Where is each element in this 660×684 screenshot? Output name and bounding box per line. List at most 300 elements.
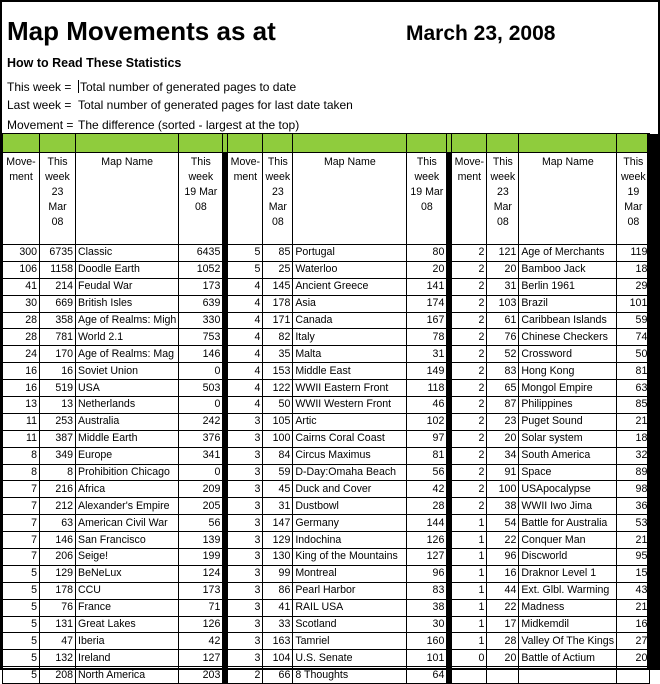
this-week-cell: 45 bbox=[263, 481, 293, 498]
map-name-cell: France bbox=[76, 599, 179, 616]
movement-cell: 7 bbox=[3, 498, 40, 515]
movement-cell: 1 bbox=[452, 565, 487, 582]
movement-cell: 2 bbox=[452, 413, 487, 430]
map-name-cell: North America bbox=[76, 667, 179, 684]
last-week-cell: 63 bbox=[617, 380, 650, 397]
this-week-cell: 20 bbox=[487, 650, 519, 667]
movement-cell: 2 bbox=[452, 464, 487, 481]
movement-cell: 300 bbox=[3, 245, 40, 262]
last-week-cell: 50 bbox=[617, 346, 650, 363]
this-week-cell: 54 bbox=[487, 515, 519, 532]
map-name-cell: Age of Merchants bbox=[519, 245, 617, 262]
this-week-cell: 178 bbox=[40, 582, 76, 599]
last-week-cell: 80 bbox=[407, 245, 447, 262]
this-week-cell: 50 bbox=[263, 397, 293, 414]
last-week-cell: 174 bbox=[407, 295, 447, 312]
map-name-cell: Age of Realms: Mag bbox=[76, 346, 179, 363]
movement-cell: 1 bbox=[452, 515, 487, 532]
movement-cell: 28 bbox=[3, 329, 40, 346]
this-week-cell: 100 bbox=[487, 481, 519, 498]
movement-cell: 3 bbox=[228, 599, 263, 616]
this-week-cell: 84 bbox=[263, 447, 293, 464]
movement-cell: 2 bbox=[452, 380, 487, 397]
map-name-cell bbox=[519, 667, 617, 684]
table-row bbox=[3, 549, 650, 566]
last-week-cell: 330 bbox=[179, 312, 223, 329]
map-name-cell: Iberia bbox=[76, 633, 179, 650]
this-week-cell: 103 bbox=[487, 295, 519, 312]
this-week-cell: 171 bbox=[263, 312, 293, 329]
last-week-cell: 42 bbox=[179, 633, 223, 650]
movement-cell: 3 bbox=[228, 582, 263, 599]
movement-cell: 2 bbox=[452, 363, 487, 380]
this-week-cell: 100 bbox=[263, 430, 293, 447]
this-week-cell: 66 bbox=[263, 667, 293, 684]
col-header-last-week: This week 19 Mar 08 bbox=[617, 153, 650, 245]
last-week-cell: 29 bbox=[617, 278, 650, 295]
movement-cell: 5 bbox=[3, 599, 40, 616]
this-week-cell: 208 bbox=[40, 667, 76, 684]
movement-cell: 2 bbox=[228, 667, 263, 684]
movement-cell: 1 bbox=[452, 549, 487, 566]
map-name-cell: RAIL USA bbox=[293, 599, 407, 616]
this-week-cell: 34 bbox=[487, 447, 519, 464]
this-week-cell: 214 bbox=[40, 278, 76, 295]
last-week-cell: 56 bbox=[407, 464, 447, 481]
last-week-cell: 53 bbox=[617, 515, 650, 532]
movement-cell: 7 bbox=[3, 481, 40, 498]
last-week-cell: 149 bbox=[407, 363, 447, 380]
movement-cell: 2 bbox=[452, 430, 487, 447]
map-name-cell: Malta bbox=[293, 346, 407, 363]
this-week-cell: 104 bbox=[263, 650, 293, 667]
this-week-cell: 17 bbox=[487, 616, 519, 633]
last-week-cell: 81 bbox=[407, 447, 447, 464]
movement-cell: 2 bbox=[452, 261, 487, 278]
map-name-cell: Prohibition Chicago bbox=[76, 464, 179, 481]
movement-cell: 8 bbox=[3, 464, 40, 481]
map-name-cell: British Isles bbox=[76, 295, 179, 312]
this-week-cell: 206 bbox=[40, 549, 76, 566]
legend-label: This week = bbox=[7, 80, 72, 94]
this-week-cell: 129 bbox=[263, 532, 293, 549]
map-name-cell: Battle for Australia bbox=[519, 515, 617, 532]
movement-cell: 2 bbox=[452, 447, 487, 464]
this-week-cell: 59 bbox=[263, 464, 293, 481]
col-header-map-name: Map Name bbox=[293, 153, 407, 245]
last-week-cell: 101 bbox=[407, 650, 447, 667]
movement-cell: 4 bbox=[228, 346, 263, 363]
this-week-cell: 99 bbox=[263, 565, 293, 582]
map-name-cell: Battle of Actium bbox=[519, 650, 617, 667]
last-week-cell: 0 bbox=[179, 397, 223, 414]
map-name-cell: USApocalypse bbox=[519, 481, 617, 498]
this-week-cell: 146 bbox=[40, 532, 76, 549]
this-week-cell bbox=[487, 667, 519, 684]
last-week-cell: 139 bbox=[179, 532, 223, 549]
this-week-cell: 105 bbox=[263, 413, 293, 430]
map-name-cell: Great Lakes bbox=[76, 616, 179, 633]
this-week-cell: 22 bbox=[487, 599, 519, 616]
table-row bbox=[3, 616, 650, 633]
map-name-cell: D-Day:Omaha Beach bbox=[293, 464, 407, 481]
last-week-cell: 78 bbox=[407, 329, 447, 346]
this-week-cell: 31 bbox=[263, 498, 293, 515]
movement-cell: 7 bbox=[3, 515, 40, 532]
this-week-cell: 44 bbox=[487, 582, 519, 599]
last-week-cell: 144 bbox=[407, 515, 447, 532]
map-name-cell: Europe bbox=[76, 447, 179, 464]
map-name-cell: Duck and Cover bbox=[293, 481, 407, 498]
this-week-cell: 61 bbox=[487, 312, 519, 329]
col-header-this-week: This week 23 Mar 08 bbox=[40, 153, 76, 245]
map-name-cell: WWII Iwo Jima bbox=[519, 498, 617, 515]
map-name-cell: Netherlands bbox=[76, 397, 179, 414]
movement-cell: 5 bbox=[3, 667, 40, 684]
map-name-cell: Germany bbox=[293, 515, 407, 532]
this-week-cell: 87 bbox=[487, 397, 519, 414]
movement-cell: 16 bbox=[3, 363, 40, 380]
this-week-cell: 781 bbox=[40, 329, 76, 346]
this-week-cell: 253 bbox=[40, 413, 76, 430]
map-name-cell: Asia bbox=[293, 295, 407, 312]
movement-cell: 5 bbox=[228, 245, 263, 262]
legend-this-week bbox=[7, 80, 296, 94]
map-name-cell: King of the Mountains bbox=[293, 549, 407, 566]
movement-cell: 11 bbox=[3, 430, 40, 447]
table-row bbox=[3, 295, 650, 312]
movement-cell: 3 bbox=[228, 464, 263, 481]
movement-cell: 5 bbox=[3, 633, 40, 650]
movement-cell: 2 bbox=[452, 312, 487, 329]
map-name-cell: South America bbox=[519, 447, 617, 464]
last-week-cell: 101 bbox=[617, 295, 650, 312]
last-week-cell: 18 bbox=[617, 430, 650, 447]
movement-cell bbox=[452, 667, 487, 684]
right-edge-bar bbox=[647, 134, 658, 668]
last-week-cell: 242 bbox=[179, 413, 223, 430]
last-week-cell: 205 bbox=[179, 498, 223, 515]
table-row bbox=[3, 667, 650, 684]
this-week-cell: 216 bbox=[40, 481, 76, 498]
movement-cell: 7 bbox=[3, 549, 40, 566]
map-name-cell: Ireland bbox=[76, 650, 179, 667]
last-week-cell: 85 bbox=[617, 397, 650, 414]
map-name-cell: Waterloo bbox=[293, 261, 407, 278]
this-week-cell: 31 bbox=[487, 278, 519, 295]
map-name-cell: Crossword bbox=[519, 346, 617, 363]
this-week-cell: 131 bbox=[40, 616, 76, 633]
this-week-cell: 63 bbox=[40, 515, 76, 532]
last-week-cell: 64 bbox=[407, 667, 447, 684]
this-week-cell: 23 bbox=[487, 413, 519, 430]
movement-cell: 2 bbox=[452, 346, 487, 363]
last-week-cell: 16 bbox=[617, 616, 650, 633]
last-week-cell: 95 bbox=[617, 549, 650, 566]
movement-cell: 3 bbox=[228, 481, 263, 498]
last-week-cell: 18 bbox=[617, 261, 650, 278]
map-name-cell: Hong Kong bbox=[519, 363, 617, 380]
last-week-cell: 46 bbox=[407, 397, 447, 414]
last-week-cell: 376 bbox=[179, 430, 223, 447]
this-week-cell: 86 bbox=[263, 582, 293, 599]
map-name-cell: Seige! bbox=[76, 549, 179, 566]
last-week-cell: 124 bbox=[179, 565, 223, 582]
map-name-cell: Montreal bbox=[293, 565, 407, 582]
last-week-cell: 31 bbox=[407, 346, 447, 363]
movement-cell: 2 bbox=[452, 278, 487, 295]
last-week-cell: 173 bbox=[179, 582, 223, 599]
this-week-cell: 8 bbox=[40, 464, 76, 481]
this-week-cell: 669 bbox=[40, 295, 76, 312]
movement-cell: 1 bbox=[452, 532, 487, 549]
table-row bbox=[3, 413, 650, 430]
last-week-cell: 43 bbox=[617, 582, 650, 599]
map-name-cell: Ext. Glbl. Warming bbox=[519, 582, 617, 599]
movement-cell: 4 bbox=[228, 329, 263, 346]
movement-cell: 3 bbox=[228, 447, 263, 464]
last-week-cell: 126 bbox=[407, 532, 447, 549]
movement-cell: 13 bbox=[3, 397, 40, 414]
last-week-cell: 30 bbox=[407, 616, 447, 633]
map-name-cell: BeNeLux bbox=[76, 565, 179, 582]
table-row bbox=[3, 650, 650, 667]
map-name-cell: San Francisco bbox=[76, 532, 179, 549]
last-week-cell: 56 bbox=[179, 515, 223, 532]
legend-text: Total number of generated pages to date bbox=[80, 80, 297, 94]
map-name-cell: Conquer Man bbox=[519, 532, 617, 549]
movement-cell: 1 bbox=[452, 633, 487, 650]
map-name-cell: Africa bbox=[76, 481, 179, 498]
this-week-cell: 22 bbox=[487, 532, 519, 549]
last-week-cell: 74 bbox=[617, 329, 650, 346]
last-week-cell: 0 bbox=[179, 464, 223, 481]
map-name-cell: Dustbowl bbox=[293, 498, 407, 515]
map-name-cell: Feudal War bbox=[76, 278, 179, 295]
last-week-cell: 341 bbox=[179, 447, 223, 464]
table-row bbox=[3, 380, 650, 397]
table-row bbox=[3, 515, 650, 532]
stats-body bbox=[3, 245, 650, 684]
this-week-cell: 163 bbox=[263, 633, 293, 650]
last-week-cell: 127 bbox=[407, 549, 447, 566]
table-row bbox=[3, 363, 650, 380]
map-name-cell: Classic bbox=[76, 245, 179, 262]
table-row bbox=[3, 582, 650, 599]
movement-cell: 3 bbox=[228, 430, 263, 447]
this-week-cell: 170 bbox=[40, 346, 76, 363]
movement-cell: 3 bbox=[228, 565, 263, 582]
map-name-cell: Madness bbox=[519, 599, 617, 616]
last-week-cell: 38 bbox=[407, 599, 447, 616]
this-week-cell: 132 bbox=[40, 650, 76, 667]
this-week-cell: 16 bbox=[487, 565, 519, 582]
last-week-cell: 97 bbox=[407, 430, 447, 447]
last-week-cell: 27 bbox=[617, 633, 650, 650]
map-name-cell: Portugal bbox=[293, 245, 407, 262]
last-week-cell: 89 bbox=[617, 464, 650, 481]
table-row bbox=[3, 397, 650, 414]
map-name-cell: Ancient Greece bbox=[293, 278, 407, 295]
last-week-cell: 119 bbox=[617, 245, 650, 262]
movement-cell: 4 bbox=[228, 380, 263, 397]
movement-cell: 3 bbox=[228, 650, 263, 667]
map-name-cell: Indochina bbox=[293, 532, 407, 549]
this-week-cell: 33 bbox=[263, 616, 293, 633]
header-band bbox=[3, 134, 650, 153]
movement-cell: 4 bbox=[228, 397, 263, 414]
movement-cell: 106 bbox=[3, 261, 40, 278]
last-week-cell: 21 bbox=[617, 532, 650, 549]
this-week-cell: 145 bbox=[263, 278, 293, 295]
this-week-cell: 358 bbox=[40, 312, 76, 329]
map-name-cell: Alexander's Empire bbox=[76, 498, 179, 515]
this-week-cell: 91 bbox=[487, 464, 519, 481]
legend-label: Movement = bbox=[7, 118, 74, 132]
last-week-cell: 0 bbox=[179, 363, 223, 380]
movement-cell: 2 bbox=[452, 245, 487, 262]
movement-cell: 3 bbox=[228, 498, 263, 515]
last-week-cell: 503 bbox=[179, 380, 223, 397]
last-week-cell: 20 bbox=[617, 650, 650, 667]
map-name-cell: USA bbox=[76, 380, 179, 397]
this-week-cell: 178 bbox=[263, 295, 293, 312]
table-row bbox=[3, 599, 650, 616]
this-week-cell: 387 bbox=[40, 430, 76, 447]
table-row bbox=[3, 346, 650, 363]
last-week-cell: 199 bbox=[179, 549, 223, 566]
map-name-cell: Berlin 1961 bbox=[519, 278, 617, 295]
last-week-cell: 127 bbox=[179, 650, 223, 667]
table-row bbox=[3, 498, 650, 515]
map-name-cell: Draknor Level 1 bbox=[519, 565, 617, 582]
map-name-cell: Valley Of The Kings bbox=[519, 633, 617, 650]
table-row bbox=[3, 481, 650, 498]
map-name-cell: Discworld bbox=[519, 549, 617, 566]
map-name-cell: American Civil War bbox=[76, 515, 179, 532]
last-week-cell: 32 bbox=[617, 447, 650, 464]
movement-cell: 2 bbox=[452, 295, 487, 312]
this-week-cell: 121 bbox=[487, 245, 519, 262]
col-header-last-week: This week 19 Mar 08 bbox=[179, 153, 223, 245]
movement-cell: 4 bbox=[228, 295, 263, 312]
last-week-cell: 71 bbox=[179, 599, 223, 616]
this-week-cell: 76 bbox=[487, 329, 519, 346]
legend-last-week bbox=[7, 98, 353, 112]
this-week-cell: 82 bbox=[263, 329, 293, 346]
col-header-map-name: Map Name bbox=[519, 153, 617, 245]
movement-cell: 8 bbox=[3, 447, 40, 464]
map-name-cell: Puget Sound bbox=[519, 413, 617, 430]
legend-text: The difference (sorted - largest at the top) bbox=[78, 118, 300, 132]
this-week-cell: 16 bbox=[40, 363, 76, 380]
movement-cell: 0 bbox=[452, 650, 487, 667]
movement-cell: 2 bbox=[452, 329, 487, 346]
last-week-cell: 639 bbox=[179, 295, 223, 312]
this-week-cell: 47 bbox=[40, 633, 76, 650]
this-week-cell: 52 bbox=[487, 346, 519, 363]
this-week-cell: 20 bbox=[487, 261, 519, 278]
map-name-cell: Middle Earth bbox=[76, 430, 179, 447]
map-name-cell: Midkemdil bbox=[519, 616, 617, 633]
movement-cell: 5 bbox=[3, 565, 40, 582]
this-week-cell: 349 bbox=[40, 447, 76, 464]
last-week-cell: 1052 bbox=[179, 261, 223, 278]
movement-cell: 3 bbox=[228, 532, 263, 549]
last-week-cell: 173 bbox=[179, 278, 223, 295]
map-name-cell: World 2.1 bbox=[76, 329, 179, 346]
movement-cell: 2 bbox=[452, 498, 487, 515]
col-header-map-name: Map Name bbox=[76, 153, 179, 245]
map-name-cell: WWII Western Front bbox=[293, 397, 407, 414]
legend-text: Total number of generated pages for last date taken bbox=[78, 98, 353, 112]
map-name-cell: Age of Realms: Migh bbox=[76, 312, 179, 329]
movement-cell: 24 bbox=[3, 346, 40, 363]
map-name-cell: Artic bbox=[293, 413, 407, 430]
last-week-cell: 81 bbox=[617, 363, 650, 380]
movement-cell: 3 bbox=[228, 549, 263, 566]
last-week-cell: 102 bbox=[407, 413, 447, 430]
this-week-cell: 153 bbox=[263, 363, 293, 380]
this-week-cell: 85 bbox=[263, 245, 293, 262]
this-week-cell: 519 bbox=[40, 380, 76, 397]
movement-cell: 2 bbox=[452, 397, 487, 414]
this-week-cell: 147 bbox=[263, 515, 293, 532]
legend-movement bbox=[7, 118, 299, 132]
map-name-cell: Middle East bbox=[293, 363, 407, 380]
table-row bbox=[3, 329, 650, 346]
table-row bbox=[3, 312, 650, 329]
table-row bbox=[3, 565, 650, 582]
this-week-cell: 83 bbox=[487, 363, 519, 380]
table-row bbox=[3, 278, 650, 295]
table-row bbox=[3, 633, 650, 650]
last-week-cell: 209 bbox=[179, 481, 223, 498]
legend-label: Last week = bbox=[7, 98, 72, 112]
movement-cell: 1 bbox=[452, 599, 487, 616]
movement-cell: 4 bbox=[228, 278, 263, 295]
column-header-row bbox=[3, 153, 650, 245]
last-week-cell: 160 bbox=[407, 633, 447, 650]
col-header-movement: Move- ment bbox=[228, 153, 263, 245]
map-name-cell: Solar system bbox=[519, 430, 617, 447]
this-week-cell: 129 bbox=[40, 565, 76, 582]
movement-cell: 16 bbox=[3, 380, 40, 397]
col-header-this-week: This week 23 Mar 08 bbox=[263, 153, 293, 245]
col-header-movement: Move- ment bbox=[3, 153, 40, 245]
legend-heading: How to Read These Statistics bbox=[7, 56, 182, 70]
movement-cell: 2 bbox=[452, 481, 487, 498]
page-title: Map Movements as at bbox=[7, 16, 276, 46]
stats-table bbox=[2, 133, 650, 684]
map-name-cell: Doodle Earth bbox=[76, 261, 179, 278]
last-week-cell: 203 bbox=[179, 667, 223, 684]
movement-cell: 28 bbox=[3, 312, 40, 329]
last-week-cell: 126 bbox=[179, 616, 223, 633]
col-header-this-week: This week 23 Mar 08 bbox=[487, 153, 519, 245]
last-week-cell: 118 bbox=[407, 380, 447, 397]
movement-cell: 5 bbox=[3, 582, 40, 599]
movement-cell: 1 bbox=[452, 582, 487, 599]
map-name-cell: Philippines bbox=[519, 397, 617, 414]
last-week-cell: 21 bbox=[617, 599, 650, 616]
this-week-cell: 41 bbox=[263, 599, 293, 616]
last-week-cell: 36 bbox=[617, 498, 650, 515]
last-week-cell: 59 bbox=[617, 312, 650, 329]
col-header-last-week: This week 19 Mar 08 bbox=[407, 153, 447, 245]
movement-cell: 3 bbox=[228, 413, 263, 430]
map-name-cell: Chinese Checkers bbox=[519, 329, 617, 346]
